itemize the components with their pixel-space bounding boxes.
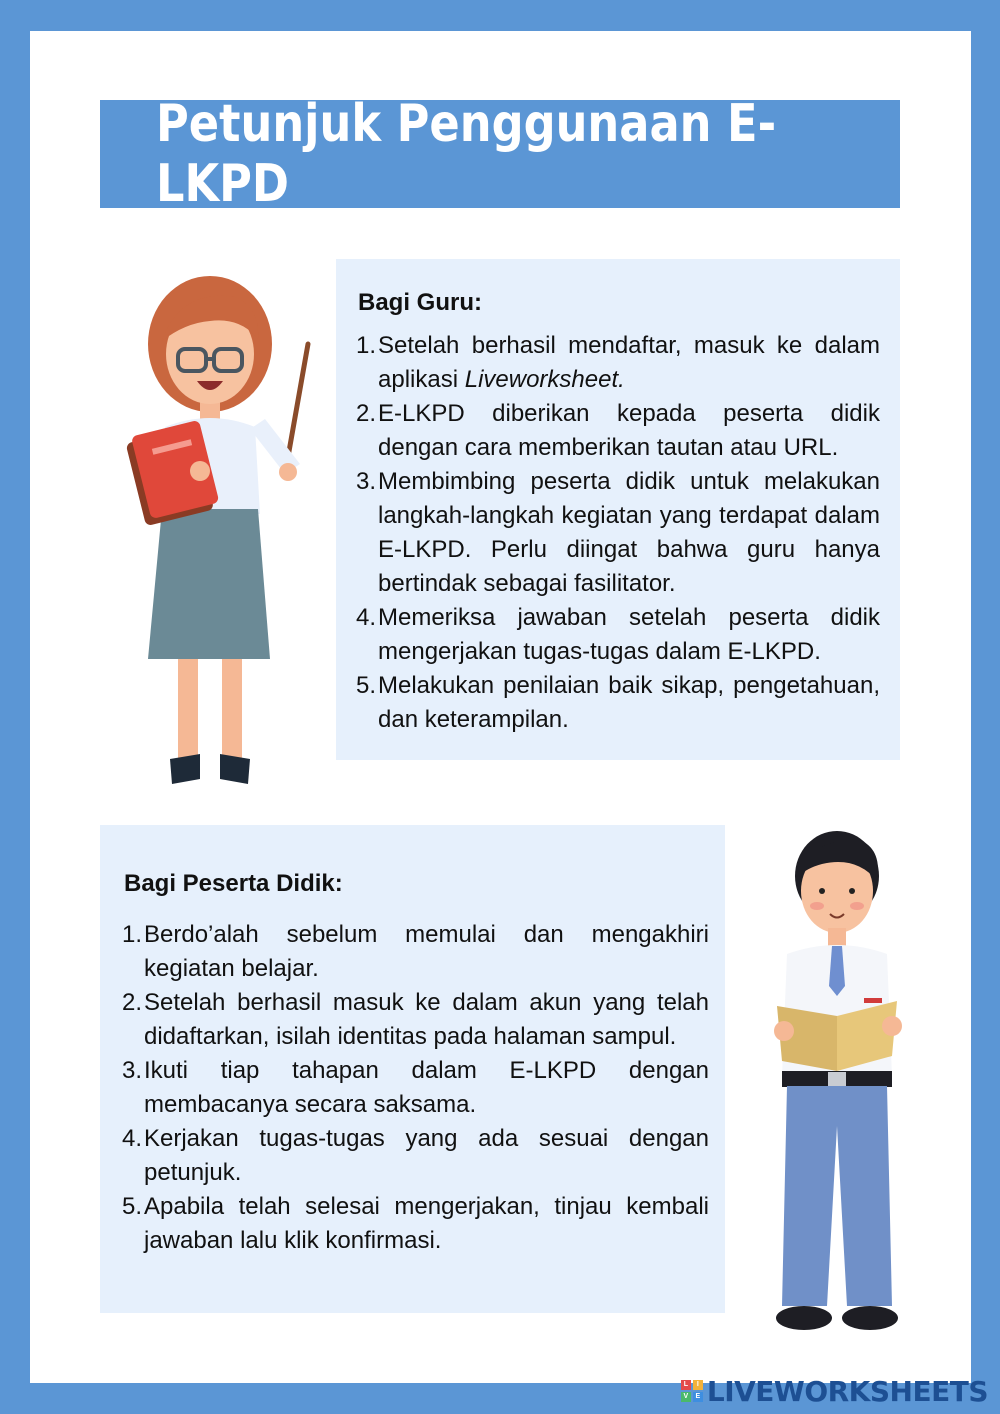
list-item: 5. Melakukan penilaian baik sikap, pengetahuan, dan keterampilan.: [356, 672, 880, 733]
worksheet-page: [30, 31, 971, 1383]
peserta-didik-instructions: [100, 825, 725, 1313]
title-banner: [100, 94, 900, 214]
list-item: 1. Setelah berhasil mendaftar, masuk ke dalam aplikasi Liveworksheet.: [356, 332, 880, 393]
logo-icon: L I V E: [681, 1380, 703, 1402]
list-item: 4. Memeriksa jawaban setelah peserta didik mengerjakan tugas-tugas dalam E-LKPD.: [356, 604, 880, 665]
page-title: Petunjuk Penggunaan E-LKPD: [156, 94, 777, 214]
list-item: 4. Kerjakan tugas-tugas yang ada sesuai dengan petunjuk.: [122, 1125, 709, 1186]
logo-text: LIVEWORKSHEETS: [706, 1374, 988, 1408]
list-item: 3. Membimbing peserta didik untuk melakukan langkah-langkah kegiatan yang terdapat dalam E-LKPD. Perlu diingat bahwa guru hanya bertindak sebagai fasilitator.: [356, 468, 880, 597]
student-illustration: [742, 826, 932, 1346]
list-item: 2. E-LKPD diberikan kepada peserta didik dengan cara memberikan tautan atau URL.: [356, 400, 880, 461]
siswa-heading: Bagi Peserta Didik:: [124, 870, 343, 897]
list-item: 2. Setelah berhasil masuk ke dalam akun yang telah didaftarkan, isilah identitas pada halaman sampul.: [122, 989, 709, 1050]
list-item: 1. Berdo’alah sebelum memulai dan mengakhiri kegiatan belajar.: [122, 921, 709, 982]
teacher-illustration: [100, 259, 320, 791]
list-item: 3. Ikuti tiap tahapan dalam E-LKPD dengan membacanya secara saksama.: [122, 1057, 709, 1118]
liveworksheets-logo: [681, 1376, 988, 1406]
guru-instructions: [336, 259, 900, 760]
guru-heading: Bagi Guru:: [358, 289, 482, 316]
list-item: 5. Apabila telah selesai mengerjakan, tinjau kembali jawaban lalu klik konfirmasi.: [122, 1193, 709, 1254]
